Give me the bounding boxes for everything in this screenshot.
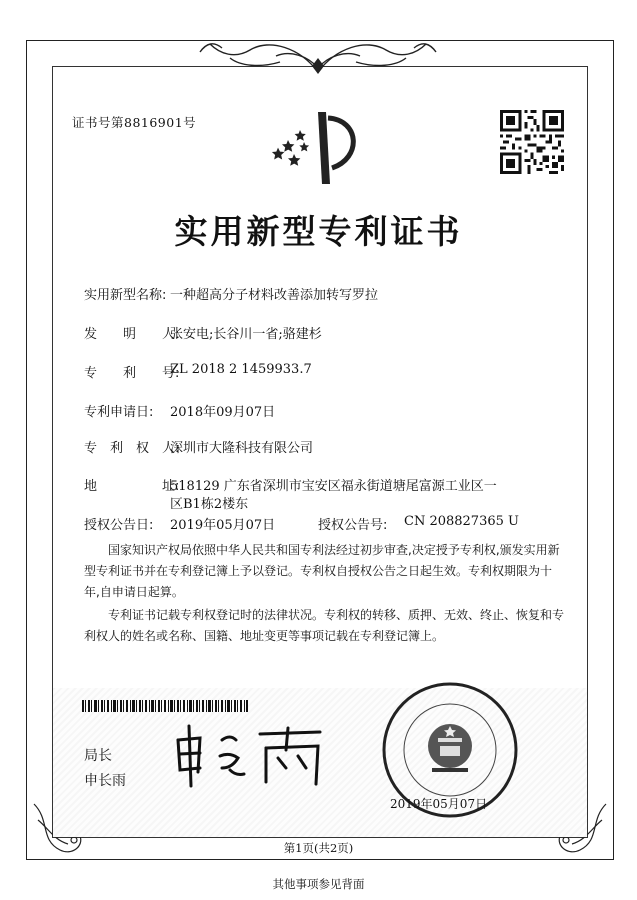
field-label-announcement-number: 授权公告号: xyxy=(318,518,388,533)
field-label-inventors: 发 明 人: xyxy=(84,327,180,342)
certificate-number: 证书号第8816901号 xyxy=(72,115,197,130)
field-label-announcement-date: 授权公告日: xyxy=(84,518,154,533)
field-label-patent-number: 专 利 号: xyxy=(84,366,180,381)
field-label-address: 地 址: xyxy=(84,479,180,494)
field-value-address-line1: 518129 广东省深圳市宝安区福永街道塘尾富源工业区一 xyxy=(170,479,497,494)
seal-date: 2019年05月07日 xyxy=(390,797,488,811)
grant-statement-paragraph: 国家知识产权局依照中华人民共和国专利法经过初步审查,决定授予专利权,颁发实用新型专利证书并在专利登记簿上予以登记。专利权自授权公告之日起生效。专利权期限为十年,自申请日起算。 xyxy=(84,543,560,599)
field-value-inventors: 张安电;长谷川一省;骆建杉 xyxy=(170,327,322,342)
field-label-utility-model-name: 实用新型名称: xyxy=(84,288,167,303)
field-value-patent-number: ZL 2018 2 1459933.7 xyxy=(170,362,312,377)
field-value-announcement-date: 2019年05月07日 xyxy=(170,518,276,533)
certificate-title: 实用新型专利证书 xyxy=(174,212,463,251)
page-indicator: 第1页(共2页) xyxy=(283,841,354,855)
field-value-utility-model-name: 一种超高分子材料改善添加转写罗拉 xyxy=(170,288,379,303)
signatory-name: 申长雨 xyxy=(84,773,126,789)
signatory-title: 局长 xyxy=(84,748,112,764)
field-value-application-date: 2018年09月07日 xyxy=(170,405,276,420)
field-value-address-line2: 区B1栋2楼东 xyxy=(170,497,249,512)
field-label-patentee: 专 利 权 人: xyxy=(84,441,180,456)
patent-office-emblem-icon xyxy=(270,108,370,188)
barcode-icon xyxy=(82,697,248,709)
top-ornament-icon xyxy=(190,28,446,80)
legal-status-paragraph: 专利证书记载专利权登记时的法律状况。专利权的转移、质押、无效、终止、恢复和专利权人的姓名或名称、国籍、地址变更等事项记载在专利登记簿上。 xyxy=(84,608,565,643)
field-value-patentee: 深圳市大隆科技有限公司 xyxy=(170,441,314,456)
footer-note: 其他事项参见背面 xyxy=(272,877,365,891)
field-label-application-date: 专利申请日: xyxy=(84,405,154,420)
qr-code-icon xyxy=(500,110,564,174)
handwritten-signature xyxy=(170,720,330,790)
field-value-announcement-number: CN 208827365 U xyxy=(404,514,519,529)
